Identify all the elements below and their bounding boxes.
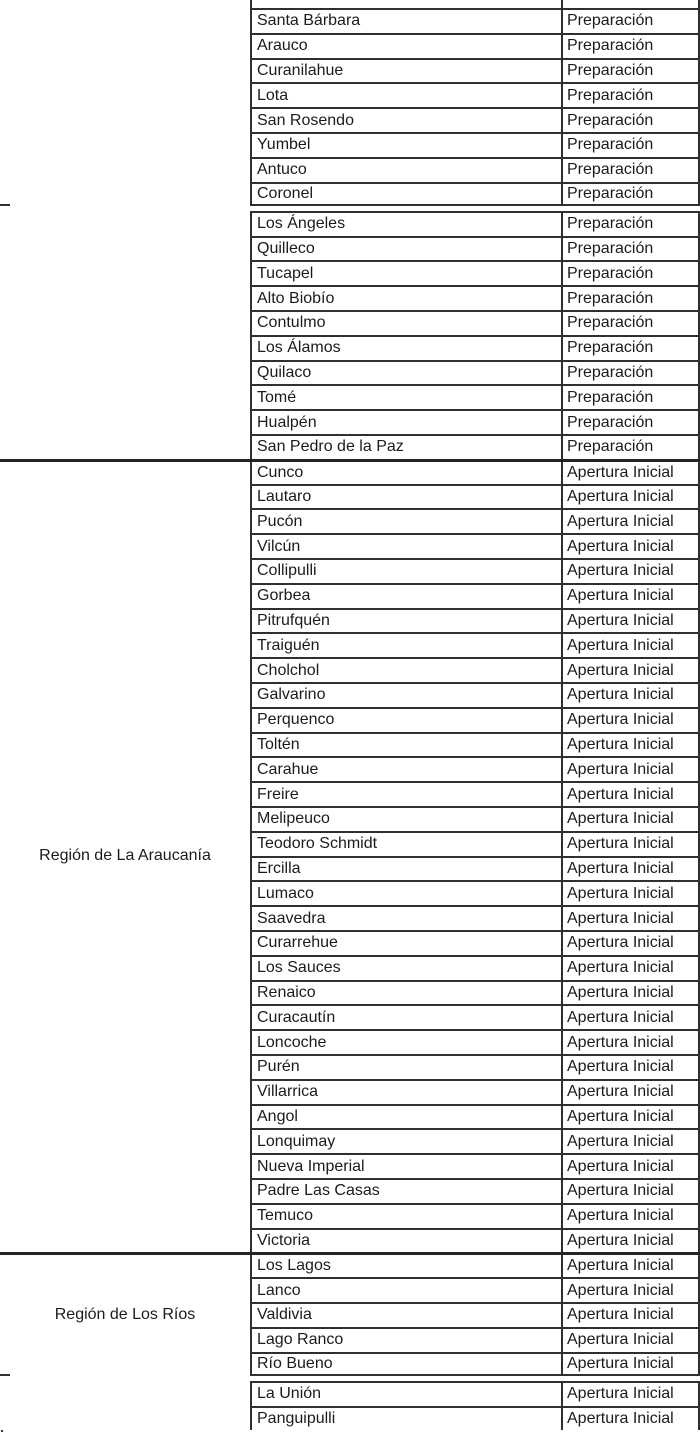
table-row — [0, 107, 700, 132]
estado-cell: Apertura Inicial — [561, 806, 700, 831]
region-cell — [0, 905, 250, 930]
comuna-cell: Vilcún — [250, 533, 561, 558]
comuna-cell: Lota — [250, 82, 561, 107]
page-break-left-tick — [0, 1374, 10, 1376]
table-row — [0, 707, 700, 732]
comuna-cell: Loncoche — [250, 1029, 561, 1054]
comuna-cell: Cunco — [250, 462, 561, 484]
region-cell — [0, 980, 250, 1005]
table-row — [0, 236, 700, 261]
estado-cell: Preparación — [561, 8, 700, 33]
comuna-cell: Galvarino — [250, 682, 561, 707]
region-cell — [0, 657, 250, 682]
region-cell — [0, 285, 250, 310]
estado-cell: Apertura Inicial — [561, 1255, 700, 1277]
region-cell — [0, 0, 250, 8]
estado-cell: Apertura Inicial — [561, 1406, 700, 1431]
comuna-cell: Santa Bárbara — [250, 8, 561, 33]
estado-cell: Apertura Inicial — [561, 462, 700, 484]
table-row — [0, 608, 700, 633]
estado-cell: Apertura Inicial — [561, 732, 700, 757]
region-cell — [0, 360, 250, 385]
region-cell — [0, 1352, 250, 1377]
region-cell — [0, 409, 250, 434]
table-row — [0, 1153, 700, 1178]
region-cell — [0, 310, 250, 335]
table-row — [0, 409, 700, 434]
comuna-cell: Saavedra — [250, 905, 561, 930]
region-cell — [0, 533, 250, 558]
page-break-gap — [0, 1376, 700, 1381]
page-break-left-tick — [0, 204, 10, 206]
estado-cell: Apertura Inicial — [561, 756, 700, 781]
region-cell — [0, 1381, 250, 1406]
region-cell — [0, 335, 250, 360]
region-cell — [0, 182, 250, 207]
estado-cell: Preparación — [561, 434, 700, 459]
table-row — [0, 1054, 700, 1079]
estado-cell — [561, 0, 700, 8]
region-cell — [0, 806, 250, 831]
region-cell — [0, 955, 250, 980]
table-row — [0, 1277, 700, 1302]
table-row — [0, 905, 700, 930]
table-row — [0, 1406, 700, 1431]
table-row — [0, 310, 700, 335]
region-cell — [0, 880, 250, 905]
table-row — [0, 533, 700, 558]
estado-cell: Apertura Inicial — [561, 1054, 700, 1079]
estado-cell: Apertura Inicial — [561, 608, 700, 633]
table-row — [0, 1252, 700, 1277]
estado-cell: Apertura Inicial — [561, 831, 700, 856]
table-row — [0, 930, 700, 955]
table-row — [0, 1381, 700, 1406]
comuna-cell: Tucapel — [250, 260, 561, 285]
comuna-cell: Quilaco — [250, 360, 561, 385]
comuna-cell: Villarrica — [250, 1079, 561, 1104]
comuna-cell: Cholchol — [250, 657, 561, 682]
comuna-cell: Los Sauces — [250, 955, 561, 980]
region-label: Región de Los Ríos — [54, 1305, 196, 1323]
comuna-cell: Yumbel — [250, 132, 561, 157]
comuna-cell: Lumaco — [250, 880, 561, 905]
table-row — [0, 58, 700, 83]
comuna-cell: Lago Ranco — [250, 1327, 561, 1352]
comuna-cell: Río Bueno — [250, 1352, 561, 1377]
estado-cell: Preparación — [561, 360, 700, 385]
region-cell — [0, 707, 250, 732]
region-cell — [0, 1203, 250, 1228]
comuna-cell: Melipeuco — [250, 806, 561, 831]
estado-cell: Apertura Inicial — [561, 905, 700, 930]
region-cell — [0, 157, 250, 182]
comuna-cell: Angol — [250, 1104, 561, 1129]
estado-cell: Preparación — [561, 310, 700, 335]
estado-cell: Preparación — [561, 33, 700, 58]
region-cell — [0, 1327, 250, 1352]
estado-cell: Preparación — [561, 182, 700, 207]
comuna-cell: Teodoro Schmidt — [250, 831, 561, 856]
region-cell — [0, 583, 250, 608]
estado-cell: Preparación — [561, 285, 700, 310]
region-cell — [0, 732, 250, 757]
comuna-cell: Traiguén — [250, 632, 561, 657]
estado-cell: Apertura Inicial — [561, 558, 700, 583]
region-cell — [0, 434, 250, 459]
comuna-cell: Freire — [250, 781, 561, 806]
estado-cell: Preparación — [561, 58, 700, 83]
estado-cell: Apertura Inicial — [561, 1079, 700, 1104]
comuna-cell: Contulmo — [250, 310, 561, 335]
comuna-cell: Los Ángeles — [250, 211, 561, 236]
table-row — [0, 8, 700, 33]
estado-cell: Preparación — [561, 107, 700, 132]
estado-cell: Apertura Inicial — [561, 1153, 700, 1178]
table-row — [0, 632, 700, 657]
estado-cell: Preparación — [561, 82, 700, 107]
estado-cell: Apertura Inicial — [561, 1128, 700, 1153]
comuna-cell: Victoria — [250, 1228, 561, 1253]
table-row — [0, 756, 700, 781]
region-cell — [0, 756, 250, 781]
comuna-cell: Alto Biobío — [250, 285, 561, 310]
comuna-cell: Padre Las Casas — [250, 1178, 561, 1203]
comuna-cell — [250, 0, 561, 8]
region-cell — [0, 1054, 250, 1079]
region-cell — [0, 33, 250, 58]
region-cell — [0, 632, 250, 657]
estado-cell: Preparación — [561, 157, 700, 182]
estado-cell: Preparación — [561, 211, 700, 236]
table-row — [0, 1178, 700, 1203]
estado-cell: Preparación — [561, 335, 700, 360]
region-cell — [0, 8, 250, 33]
comuna-cell: Ercilla — [250, 856, 561, 881]
comuna-cell: Arauco — [250, 33, 561, 58]
region-cell — [0, 1079, 250, 1104]
region-cell — [0, 1128, 250, 1153]
comuna-cell: Curarrehue — [250, 930, 561, 955]
table-row — [0, 1079, 700, 1104]
region-cell — [0, 781, 250, 806]
region-cell — [0, 1406, 250, 1431]
table-row — [0, 132, 700, 157]
table-row — [0, 1327, 700, 1352]
comuna-cell: La Unión — [250, 1381, 561, 1406]
estado-cell: Preparación — [561, 384, 700, 409]
table-row — [0, 157, 700, 182]
table-row — [0, 459, 700, 484]
table-row — [0, 955, 700, 980]
table-row — [0, 558, 700, 583]
estado-cell: Apertura Inicial — [561, 1352, 700, 1377]
table-row — [0, 335, 700, 360]
region-cell — [0, 608, 250, 633]
region-cell — [0, 930, 250, 955]
table-row — [0, 1104, 700, 1129]
estado-cell: Preparación — [561, 260, 700, 285]
comuna-cell: Quilleco — [250, 236, 561, 261]
region-cell — [0, 1104, 250, 1129]
comuna-cell: San Pedro de la Paz — [250, 434, 561, 459]
estado-cell: Apertura Inicial — [561, 583, 700, 608]
comuna-cell: Collipulli — [250, 558, 561, 583]
comuna-cell: Renaico — [250, 980, 561, 1005]
comuna-cell: Valdivia — [250, 1302, 561, 1327]
comuna-cell: San Rosendo — [250, 107, 561, 132]
table-row — [0, 33, 700, 58]
table-row — [0, 1128, 700, 1153]
comuna-cell: Los Álamos — [250, 335, 561, 360]
estado-cell: Apertura Inicial — [561, 533, 700, 558]
region-label: Región de La Araucanía — [39, 847, 211, 864]
region-cell — [0, 558, 250, 583]
page-break-gap — [0, 206, 700, 211]
estado-cell: Apertura Inicial — [561, 632, 700, 657]
estado-cell: Apertura Inicial — [561, 657, 700, 682]
region-cell — [0, 260, 250, 285]
table-row — [0, 781, 700, 806]
table-row — [0, 1228, 700, 1253]
comuna-cell: Lautaro — [250, 484, 561, 509]
estado-cell: Apertura Inicial — [561, 980, 700, 1005]
table-row — [0, 211, 700, 236]
table-row — [0, 880, 700, 905]
comuna-cell: Los Lagos — [250, 1255, 561, 1277]
comuna-cell: Gorbea — [250, 583, 561, 608]
region-cell — [0, 1277, 250, 1302]
comuna-cell: Curanilahue — [250, 58, 561, 83]
estado-cell: Apertura Inicial — [561, 880, 700, 905]
comuna-cell: Curacautín — [250, 1004, 561, 1029]
comuna-cell: Carahue — [250, 756, 561, 781]
table-row-partial — [0, 0, 700, 8]
table-row — [0, 583, 700, 608]
table-row — [0, 657, 700, 682]
region-cell — [0, 1255, 250, 1277]
table-row — [0, 434, 700, 459]
region-cell — [0, 236, 250, 261]
table-row — [0, 1203, 700, 1228]
estado-cell: Apertura Inicial — [561, 930, 700, 955]
region-cell — [0, 384, 250, 409]
estado-cell: Apertura Inicial — [561, 1381, 700, 1406]
comuna-cell: Toltén — [250, 732, 561, 757]
estado-cell: Apertura Inicial — [561, 955, 700, 980]
estado-cell: Apertura Inicial — [561, 1327, 700, 1352]
region-cell — [0, 484, 250, 509]
table-row — [0, 285, 700, 310]
estado-cell: Apertura Inicial — [561, 1302, 700, 1327]
table-row — [0, 806, 700, 831]
table-row — [0, 360, 700, 385]
table-row — [0, 260, 700, 285]
estado-cell: Apertura Inicial — [561, 1104, 700, 1129]
region-cell — [0, 1004, 250, 1029]
region-cell — [0, 211, 250, 236]
estado-cell: Preparación — [561, 236, 700, 261]
estado-cell: Apertura Inicial — [561, 1029, 700, 1054]
comuna-cell: Nueva Imperial — [250, 1153, 561, 1178]
region-cell — [0, 1228, 250, 1253]
estado-cell: Apertura Inicial — [561, 1004, 700, 1029]
table-row — [0, 508, 700, 533]
estado-cell: Preparación — [561, 409, 700, 434]
table-row — [0, 484, 700, 509]
comuna-cell: Panguipulli — [250, 1406, 561, 1431]
estado-cell: Apertura Inicial — [561, 707, 700, 732]
table-row — [0, 1352, 700, 1377]
table-row — [0, 732, 700, 757]
region-cell — [0, 58, 250, 83]
region-cell — [0, 1029, 250, 1054]
comuna-cell: Temuco — [250, 1203, 561, 1228]
estado-cell: Apertura Inicial — [561, 1277, 700, 1302]
comuna-cell: Antuco — [250, 157, 561, 182]
comuna-cell: Coronel — [250, 182, 561, 207]
estado-cell: Apertura Inicial — [561, 1203, 700, 1228]
region-cell — [0, 508, 250, 533]
table-row — [0, 182, 700, 207]
region-cell — [0, 107, 250, 132]
comuna-cell: Pucón — [250, 508, 561, 533]
estado-cell: Apertura Inicial — [561, 1178, 700, 1203]
estado-cell: Apertura Inicial — [561, 1228, 700, 1253]
estado-cell: Apertura Inicial — [561, 508, 700, 533]
comuna-cell: Lanco — [250, 1277, 561, 1302]
table-row — [0, 682, 700, 707]
table-row — [0, 1029, 700, 1054]
estado-cell: Apertura Inicial — [561, 781, 700, 806]
estado-cell: Apertura Inicial — [561, 484, 700, 509]
comuna-cell: Lonquimay — [250, 1128, 561, 1153]
region-cell — [0, 1153, 250, 1178]
table-row — [0, 980, 700, 1005]
comuna-cell: Purén — [250, 1054, 561, 1079]
region-cell — [0, 1178, 250, 1203]
table-row — [0, 384, 700, 409]
table-row — [0, 1004, 700, 1029]
comuna-cell: Perquenco — [250, 707, 561, 732]
table-row — [0, 82, 700, 107]
region-cell — [0, 682, 250, 707]
region-cell — [0, 82, 250, 107]
estado-cell: Apertura Inicial — [561, 682, 700, 707]
region-cell — [0, 132, 250, 157]
comuna-cell: Hualpén — [250, 409, 561, 434]
estado-cell: Apertura Inicial — [561, 856, 700, 881]
comuna-cell: Pitrufquén — [250, 608, 561, 633]
comuna-cell: Tomé — [250, 384, 561, 409]
estado-cell: Preparación — [561, 132, 700, 157]
region-cell — [0, 462, 250, 484]
